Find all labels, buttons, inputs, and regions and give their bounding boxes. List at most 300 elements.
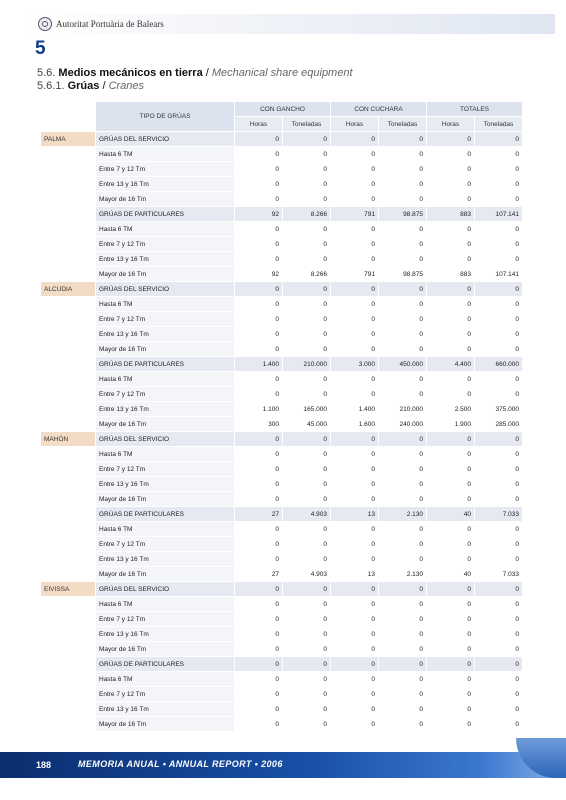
value-cell: 0 bbox=[379, 537, 427, 552]
value-cell: 0 bbox=[283, 132, 331, 147]
port-cell bbox=[41, 267, 96, 282]
crane-type-cell: GRÚAS DEL SERVICIO bbox=[96, 432, 235, 447]
value-cell: 7.033 bbox=[475, 507, 523, 522]
value-cell: 0 bbox=[475, 327, 523, 342]
port-cell bbox=[41, 192, 96, 207]
value-cell: 0 bbox=[331, 192, 379, 207]
value-cell: 0 bbox=[283, 462, 331, 477]
table-row bbox=[41, 627, 523, 642]
value-cell: 0 bbox=[427, 432, 475, 447]
crane-type-cell: Hasta 6 TM bbox=[96, 147, 235, 162]
value-cell: 0 bbox=[283, 552, 331, 567]
value-cell: 0 bbox=[283, 327, 331, 342]
value-cell: 0 bbox=[427, 492, 475, 507]
value-cell: 0 bbox=[475, 462, 523, 477]
value-cell: 0 bbox=[283, 522, 331, 537]
value-cell: 0 bbox=[379, 477, 427, 492]
value-cell: 0 bbox=[427, 297, 475, 312]
value-cell: 210.000 bbox=[379, 402, 427, 417]
value-cell: 0 bbox=[379, 312, 427, 327]
value-cell: 0 bbox=[331, 342, 379, 357]
value-cell: 0 bbox=[331, 132, 379, 147]
footer-decoration bbox=[516, 738, 566, 778]
value-cell: 0 bbox=[475, 687, 523, 702]
table-row bbox=[41, 267, 523, 282]
port-cell bbox=[41, 657, 96, 672]
value-cell: 0 bbox=[235, 147, 283, 162]
footer-title: MEMORIA ANUAL • ANNUAL REPORT • 2006 bbox=[78, 759, 283, 769]
value-cell: 0 bbox=[331, 447, 379, 462]
port-cell bbox=[41, 627, 96, 642]
value-cell: 0 bbox=[331, 642, 379, 657]
value-cell: 0 bbox=[331, 702, 379, 717]
crane-type-cell: Mayor de 16 Tm bbox=[96, 267, 235, 282]
value-cell: 8.266 bbox=[283, 207, 331, 222]
value-cell: 0 bbox=[331, 312, 379, 327]
value-cell: 240.000 bbox=[379, 417, 427, 432]
table-row bbox=[41, 342, 523, 357]
sub-header: Horas bbox=[235, 117, 283, 132]
value-cell: 0 bbox=[331, 492, 379, 507]
table-row bbox=[41, 192, 523, 207]
table-row bbox=[41, 492, 523, 507]
value-cell: 1.100 bbox=[235, 402, 283, 417]
value-cell: 45.000 bbox=[283, 417, 331, 432]
value-cell: 0 bbox=[331, 462, 379, 477]
port-cell bbox=[41, 177, 96, 192]
crane-type-cell: GRÚAS DE PARTICULARES bbox=[96, 207, 235, 222]
value-cell: 0 bbox=[331, 672, 379, 687]
value-cell: 0 bbox=[283, 372, 331, 387]
value-cell: 0 bbox=[379, 222, 427, 237]
value-cell: 0 bbox=[475, 147, 523, 162]
crane-type-cell: Entre 7 y 12 Tm bbox=[96, 162, 235, 177]
value-cell: 0 bbox=[379, 147, 427, 162]
port-cell bbox=[41, 672, 96, 687]
section-separator: / bbox=[202, 67, 212, 79]
value-cell: 0 bbox=[427, 312, 475, 327]
crane-type-cell: GRÚAS DEL SERVICIO bbox=[96, 582, 235, 597]
value-cell: 0 bbox=[475, 252, 523, 267]
org-logo-icon bbox=[38, 17, 52, 31]
value-cell: 0 bbox=[475, 477, 523, 492]
value-cell: 0 bbox=[379, 387, 427, 402]
value-cell: 0 bbox=[235, 522, 283, 537]
crane-type-cell: Entre 13 y 16 Tm bbox=[96, 402, 235, 417]
value-cell: 0 bbox=[475, 612, 523, 627]
value-cell: 0 bbox=[427, 237, 475, 252]
crane-type-cell: Entre 7 y 12 Tm bbox=[96, 312, 235, 327]
value-cell: 0 bbox=[235, 642, 283, 657]
port-cell bbox=[41, 162, 96, 177]
subsection-number: 5.6.1. bbox=[37, 80, 65, 92]
value-cell: 0 bbox=[475, 222, 523, 237]
value-cell: 0 bbox=[379, 132, 427, 147]
value-cell: 0 bbox=[475, 552, 523, 567]
subsection-heading bbox=[37, 80, 144, 92]
value-cell: 0 bbox=[379, 597, 427, 612]
value-cell: 0 bbox=[235, 162, 283, 177]
port-cell: MAHÓN bbox=[41, 432, 96, 447]
table-row bbox=[41, 447, 523, 462]
port-cell bbox=[41, 522, 96, 537]
value-cell: 0 bbox=[235, 612, 283, 627]
value-cell: 0 bbox=[331, 372, 379, 387]
port-cell bbox=[41, 252, 96, 267]
sub-header: Horas bbox=[331, 117, 379, 132]
value-cell: 0 bbox=[475, 597, 523, 612]
value-cell: 300 bbox=[235, 417, 283, 432]
value-cell: 0 bbox=[331, 537, 379, 552]
crane-type-cell: Entre 13 y 16 Tm bbox=[96, 477, 235, 492]
table-row bbox=[41, 297, 523, 312]
value-cell: 27 bbox=[235, 507, 283, 522]
value-cell: 375.000 bbox=[475, 402, 523, 417]
value-cell: 0 bbox=[379, 372, 427, 387]
crane-type-cell: GRÚAS DE PARTICULARES bbox=[96, 357, 235, 372]
value-cell: 0 bbox=[475, 432, 523, 447]
table-row bbox=[41, 282, 523, 297]
crane-type-cell: Mayor de 16 Tm bbox=[96, 192, 235, 207]
table-row bbox=[41, 687, 523, 702]
port-cell: ALCUDIA bbox=[41, 282, 96, 297]
value-cell: 0 bbox=[235, 432, 283, 447]
value-cell: 0 bbox=[283, 342, 331, 357]
value-cell: 0 bbox=[283, 432, 331, 447]
value-cell: 0 bbox=[283, 177, 331, 192]
table-row bbox=[41, 567, 523, 582]
table-row bbox=[41, 432, 523, 447]
port-cell bbox=[41, 372, 96, 387]
crane-type-cell: Entre 13 y 16 Tm bbox=[96, 627, 235, 642]
cranes-table bbox=[40, 101, 523, 732]
crane-type-cell: Mayor de 16 Tm bbox=[96, 717, 235, 732]
value-cell: 40 bbox=[427, 507, 475, 522]
value-cell: 0 bbox=[235, 312, 283, 327]
page-number: 188 bbox=[36, 760, 52, 770]
value-cell: 0 bbox=[379, 462, 427, 477]
col-header-type: TIPO DE GRÚAS bbox=[96, 102, 235, 132]
value-cell: 0 bbox=[475, 162, 523, 177]
value-cell: 107.141 bbox=[475, 207, 523, 222]
table-row bbox=[41, 552, 523, 567]
value-cell: 0 bbox=[283, 312, 331, 327]
value-cell: 0 bbox=[427, 282, 475, 297]
value-cell: 0 bbox=[283, 702, 331, 717]
value-cell: 0 bbox=[235, 192, 283, 207]
section-title: Medios mecánicos en tierra bbox=[58, 67, 203, 79]
crane-type-cell: Entre 7 y 12 Tm bbox=[96, 612, 235, 627]
table-row bbox=[41, 612, 523, 627]
value-cell: 0 bbox=[283, 582, 331, 597]
value-cell: 107.141 bbox=[475, 267, 523, 282]
table-row bbox=[41, 177, 523, 192]
value-cell: 791 bbox=[331, 207, 379, 222]
value-cell: 2.130 bbox=[379, 507, 427, 522]
port-cell bbox=[41, 207, 96, 222]
port-cell bbox=[41, 717, 96, 732]
value-cell: 0 bbox=[475, 447, 523, 462]
value-cell: 0 bbox=[475, 657, 523, 672]
value-cell: 0 bbox=[331, 552, 379, 567]
value-cell: 4.903 bbox=[283, 567, 331, 582]
table-row bbox=[41, 222, 523, 237]
value-cell: 13 bbox=[331, 567, 379, 582]
port-cell bbox=[41, 147, 96, 162]
value-cell: 0 bbox=[379, 327, 427, 342]
value-cell: 285.000 bbox=[475, 417, 523, 432]
value-cell: 0 bbox=[283, 687, 331, 702]
value-cell: 0 bbox=[331, 147, 379, 162]
value-cell: 4.903 bbox=[283, 507, 331, 522]
table-row bbox=[41, 672, 523, 687]
port-cell bbox=[41, 507, 96, 522]
value-cell: 0 bbox=[331, 327, 379, 342]
value-cell: 0 bbox=[475, 132, 523, 147]
value-cell: 0 bbox=[331, 222, 379, 237]
value-cell: 0 bbox=[427, 657, 475, 672]
port-cell bbox=[41, 222, 96, 237]
value-cell: 0 bbox=[283, 717, 331, 732]
value-cell: 0 bbox=[427, 537, 475, 552]
value-cell: 0 bbox=[283, 222, 331, 237]
crane-type-cell: Entre 7 y 12 Tm bbox=[96, 387, 235, 402]
value-cell: 791 bbox=[331, 267, 379, 282]
value-cell: 0 bbox=[235, 282, 283, 297]
value-cell: 0 bbox=[427, 177, 475, 192]
value-cell: 0 bbox=[283, 192, 331, 207]
crane-type-cell: GRÚAS DEL SERVICIO bbox=[96, 132, 235, 147]
port-cell bbox=[41, 702, 96, 717]
value-cell: 0 bbox=[379, 282, 427, 297]
value-cell: 0 bbox=[475, 522, 523, 537]
crane-type-cell: Entre 13 y 16 Tm bbox=[96, 252, 235, 267]
value-cell: 0 bbox=[475, 642, 523, 657]
value-cell: 0 bbox=[235, 552, 283, 567]
value-cell: 0 bbox=[331, 177, 379, 192]
value-cell: 0 bbox=[235, 687, 283, 702]
port-cell bbox=[41, 447, 96, 462]
table-row bbox=[41, 237, 523, 252]
crane-type-cell: Hasta 6 TM bbox=[96, 672, 235, 687]
table-row bbox=[41, 357, 523, 372]
value-cell: 0 bbox=[283, 447, 331, 462]
value-cell: 0 bbox=[331, 687, 379, 702]
table-row bbox=[41, 582, 523, 597]
value-cell: 0 bbox=[475, 312, 523, 327]
table-row bbox=[41, 462, 523, 477]
value-cell: 0 bbox=[427, 372, 475, 387]
value-cell: 1.400 bbox=[235, 357, 283, 372]
value-cell: 0 bbox=[427, 627, 475, 642]
value-cell: 0 bbox=[427, 147, 475, 162]
crane-type-cell: GRÚAS DE PARTICULARES bbox=[96, 657, 235, 672]
value-cell: 0 bbox=[475, 702, 523, 717]
subsection-separator: / bbox=[99, 80, 109, 92]
value-cell: 0 bbox=[427, 162, 475, 177]
value-cell: 0 bbox=[235, 327, 283, 342]
crane-type-cell: Entre 13 y 16 Tm bbox=[96, 552, 235, 567]
port-cell bbox=[41, 387, 96, 402]
group-header: TOTALES bbox=[427, 102, 523, 117]
port-cell bbox=[41, 237, 96, 252]
table-row bbox=[41, 312, 523, 327]
port-cell bbox=[41, 417, 96, 432]
value-cell: 92 bbox=[235, 267, 283, 282]
value-cell: 7.033 bbox=[475, 567, 523, 582]
value-cell: 0 bbox=[379, 657, 427, 672]
value-cell: 0 bbox=[379, 687, 427, 702]
port-cell bbox=[41, 537, 96, 552]
value-cell: 0 bbox=[427, 552, 475, 567]
crane-type-cell: Mayor de 16 Tm bbox=[96, 492, 235, 507]
value-cell: 0 bbox=[331, 627, 379, 642]
value-cell: 0 bbox=[475, 192, 523, 207]
value-cell: 0 bbox=[283, 612, 331, 627]
crane-type-cell: Mayor de 16 Tm bbox=[96, 567, 235, 582]
value-cell: 0 bbox=[475, 372, 523, 387]
value-cell: 0 bbox=[283, 252, 331, 267]
org-name: Autoritat Portuària de Balears bbox=[56, 19, 164, 29]
footer-band bbox=[0, 752, 566, 778]
value-cell: 883 bbox=[427, 267, 475, 282]
value-cell: 0 bbox=[427, 192, 475, 207]
sub-header: Toneladas bbox=[379, 117, 427, 132]
crane-type-cell: Hasta 6 TM bbox=[96, 297, 235, 312]
value-cell: 0 bbox=[235, 672, 283, 687]
value-cell: 0 bbox=[379, 447, 427, 462]
crane-type-cell: Mayor de 16 Tm bbox=[96, 642, 235, 657]
value-cell: 0 bbox=[331, 612, 379, 627]
table-corner bbox=[41, 117, 96, 132]
value-cell: 0 bbox=[427, 672, 475, 687]
table-group-header bbox=[41, 102, 523, 117]
value-cell: 0 bbox=[283, 537, 331, 552]
value-cell: 0 bbox=[331, 597, 379, 612]
value-cell: 1.400 bbox=[331, 402, 379, 417]
table-row bbox=[41, 387, 523, 402]
value-cell: 883 bbox=[427, 207, 475, 222]
value-cell: 0 bbox=[427, 252, 475, 267]
value-cell: 0 bbox=[379, 492, 427, 507]
value-cell: 0 bbox=[379, 237, 427, 252]
value-cell: 0 bbox=[235, 492, 283, 507]
value-cell: 8.266 bbox=[283, 267, 331, 282]
value-cell: 0 bbox=[235, 237, 283, 252]
value-cell: 0 bbox=[475, 237, 523, 252]
crane-type-cell: Entre 7 y 12 Tm bbox=[96, 687, 235, 702]
value-cell: 0 bbox=[427, 132, 475, 147]
value-cell: 0 bbox=[283, 657, 331, 672]
value-cell: 0 bbox=[427, 687, 475, 702]
value-cell: 1.600 bbox=[331, 417, 379, 432]
value-cell: 0 bbox=[235, 537, 283, 552]
value-cell: 0 bbox=[379, 432, 427, 447]
port-cell bbox=[41, 402, 96, 417]
sub-header: Toneladas bbox=[283, 117, 331, 132]
value-cell: 2.500 bbox=[427, 402, 475, 417]
port-cell bbox=[41, 567, 96, 582]
value-cell: 98.875 bbox=[379, 207, 427, 222]
port-cell bbox=[41, 327, 96, 342]
value-cell: 0 bbox=[235, 372, 283, 387]
crane-type-cell: Entre 7 y 12 Tm bbox=[96, 537, 235, 552]
value-cell: 0 bbox=[283, 597, 331, 612]
value-cell: 0 bbox=[283, 477, 331, 492]
value-cell: 0 bbox=[283, 162, 331, 177]
crane-type-cell: Entre 13 y 16 Tm bbox=[96, 702, 235, 717]
value-cell: 0 bbox=[475, 177, 523, 192]
value-cell: 0 bbox=[283, 387, 331, 402]
value-cell: 27 bbox=[235, 567, 283, 582]
value-cell: 0 bbox=[283, 147, 331, 162]
port-cell: PALMA bbox=[41, 132, 96, 147]
value-cell: 0 bbox=[379, 627, 427, 642]
value-cell: 0 bbox=[427, 597, 475, 612]
value-cell: 0 bbox=[475, 582, 523, 597]
crane-type-cell: Entre 13 y 16 Tm bbox=[96, 177, 235, 192]
value-cell: 0 bbox=[379, 582, 427, 597]
value-cell: 0 bbox=[331, 297, 379, 312]
port-cell bbox=[41, 312, 96, 327]
value-cell: 40 bbox=[427, 567, 475, 582]
table-row bbox=[41, 402, 523, 417]
table-row bbox=[41, 657, 523, 672]
value-cell: 0 bbox=[379, 702, 427, 717]
value-cell: 0 bbox=[379, 522, 427, 537]
table-row bbox=[41, 417, 523, 432]
table-row bbox=[41, 702, 523, 717]
value-cell: 0 bbox=[475, 282, 523, 297]
value-cell: 4.400 bbox=[427, 357, 475, 372]
value-cell: 0 bbox=[235, 342, 283, 357]
value-cell: 92 bbox=[235, 207, 283, 222]
value-cell: 0 bbox=[427, 462, 475, 477]
crane-type-cell: Mayor de 16 Tm bbox=[96, 417, 235, 432]
value-cell: 0 bbox=[235, 387, 283, 402]
table-row bbox=[41, 537, 523, 552]
value-cell: 0 bbox=[379, 612, 427, 627]
value-cell: 0 bbox=[427, 342, 475, 357]
value-cell: 0 bbox=[475, 672, 523, 687]
value-cell: 2.130 bbox=[379, 567, 427, 582]
table-row bbox=[41, 147, 523, 162]
value-cell: 0 bbox=[379, 672, 427, 687]
port-cell bbox=[41, 687, 96, 702]
value-cell: 0 bbox=[379, 717, 427, 732]
value-cell: 0 bbox=[331, 252, 379, 267]
value-cell: 0 bbox=[379, 342, 427, 357]
value-cell: 98.875 bbox=[379, 267, 427, 282]
value-cell: 0 bbox=[427, 702, 475, 717]
value-cell: 0 bbox=[379, 297, 427, 312]
value-cell: 0 bbox=[331, 237, 379, 252]
port-cell bbox=[41, 552, 96, 567]
table-corner bbox=[41, 102, 96, 117]
table-row bbox=[41, 207, 523, 222]
value-cell: 0 bbox=[427, 612, 475, 627]
value-cell: 0 bbox=[379, 252, 427, 267]
section-heading bbox=[37, 67, 353, 79]
value-cell: 0 bbox=[235, 132, 283, 147]
value-cell: 3.000 bbox=[331, 357, 379, 372]
value-cell: 0 bbox=[427, 222, 475, 237]
table-row bbox=[41, 522, 523, 537]
value-cell: 0 bbox=[235, 597, 283, 612]
crane-type-cell: GRÚAS DE PARTICULARES bbox=[96, 507, 235, 522]
table-row bbox=[41, 327, 523, 342]
value-cell: 0 bbox=[475, 297, 523, 312]
